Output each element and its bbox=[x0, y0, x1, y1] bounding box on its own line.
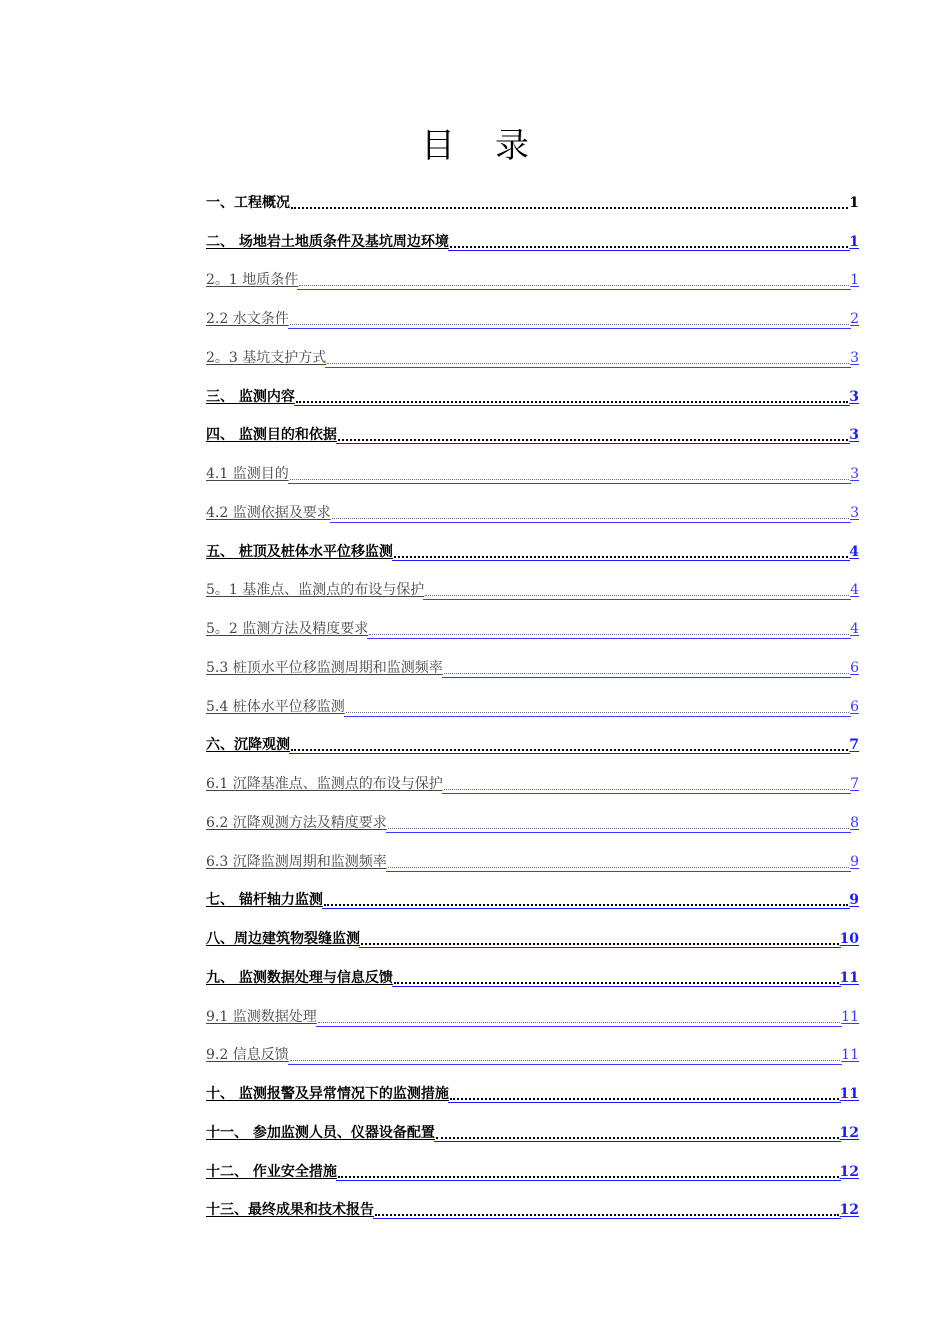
toc-entry-page-number: 1 bbox=[849, 233, 859, 250]
toc-entry-page-number: 10 bbox=[839, 931, 859, 947]
toc-entry[interactable] bbox=[206, 368, 859, 407]
toc-entry-label: 八、周边建筑物裂缝监测 bbox=[206, 931, 360, 947]
toc-dot-leader bbox=[450, 246, 848, 248]
toc-dot-leader bbox=[290, 479, 849, 480]
toc-dot-leader bbox=[394, 982, 839, 984]
toc-entry[interactable] bbox=[206, 213, 859, 252]
toc-dot-leader bbox=[388, 828, 849, 829]
toc-entry[interactable] bbox=[206, 910, 859, 949]
toc-entry[interactable] bbox=[206, 639, 859, 678]
title-char-2: 录 bbox=[495, 126, 529, 166]
toc-entry-label: 十一、 参加监测人员、仪器设备配置 bbox=[206, 1124, 435, 1141]
toc-entry-page-number: 12 bbox=[839, 1163, 859, 1180]
toc-entry-page-number: 11 bbox=[839, 969, 859, 986]
toc-dot-leader bbox=[290, 324, 849, 325]
toc-entry-label: 6.1 沉降基准点、监测点的布设与保护 bbox=[206, 776, 443, 792]
table-of-contents bbox=[206, 174, 859, 1220]
toc-entry-label: 2。1 地质条件 bbox=[206, 272, 299, 289]
toc-entry[interactable] bbox=[206, 717, 859, 756]
toc-entry-page-number: 9 bbox=[850, 853, 859, 870]
toc-entry[interactable] bbox=[206, 600, 859, 639]
toc-entry[interactable] bbox=[206, 872, 859, 911]
toc-entry-label: 一、工程概况 bbox=[206, 194, 290, 211]
toc-entry-label: 十、 监测报警及异常情况下的监测措施 bbox=[206, 1086, 449, 1102]
toc-entry[interactable] bbox=[206, 755, 859, 794]
toc-dot-leader bbox=[346, 712, 849, 713]
toc-entry-page-number: 7 bbox=[849, 737, 859, 754]
toc-dot-leader bbox=[318, 1022, 840, 1023]
toc-dot-leader bbox=[425, 595, 849, 596]
toc-entry-page-number: 3 bbox=[849, 427, 859, 444]
toc-entry-page-number: 9 bbox=[849, 892, 859, 909]
toc-entry-label: 5。1 基准点、监测点的布设与保护 bbox=[206, 582, 425, 599]
toc-entry-label: 5.3 桩顶水平位移监测周期和监测频率 bbox=[206, 659, 443, 676]
toc-entry-label: 十三、最终成果和技术报告 bbox=[206, 1202, 374, 1219]
toc-dot-leader bbox=[327, 363, 849, 364]
toc-entry-label: 6.2 沉降观测方法及精度要求 bbox=[206, 814, 387, 831]
toc-entry-label: 4.1 监测目的 bbox=[206, 466, 289, 482]
toc-dot-leader bbox=[290, 1060, 840, 1061]
toc-dot-leader bbox=[324, 904, 848, 906]
toc-entry-label: 五、 桩顶及桩体水平位移监测 bbox=[206, 543, 393, 560]
toc-entry-label: 三、 监测内容 bbox=[206, 388, 295, 405]
toc-entry[interactable] bbox=[206, 407, 859, 446]
toc-entry-page-number: 6 bbox=[850, 698, 859, 715]
toc-entry-page-number: 11 bbox=[841, 1047, 859, 1064]
toc-entry-page-number: 12 bbox=[839, 1202, 859, 1219]
toc-entry-label: 6.3 沉降监测周期和监测频率 bbox=[206, 853, 387, 870]
toc-entry[interactable] bbox=[206, 562, 859, 601]
toc-entry[interactable] bbox=[206, 1143, 859, 1182]
toc-entry-page-number: 11 bbox=[839, 1086, 859, 1102]
toc-entry-page-number: 4 bbox=[849, 543, 859, 560]
toc-entry-page-number: 7 bbox=[850, 776, 859, 792]
toc-entry-page-number: 12 bbox=[839, 1124, 859, 1141]
toc-entry[interactable] bbox=[206, 523, 859, 562]
toc-dot-leader bbox=[332, 518, 849, 519]
toc-entry[interactable] bbox=[206, 252, 859, 291]
toc-entry-label: 2.2 水文条件 bbox=[206, 311, 289, 327]
toc-entry[interactable] bbox=[206, 174, 859, 213]
toc-entry[interactable] bbox=[206, 949, 859, 988]
toc-entry-page-number: 11 bbox=[841, 1008, 859, 1025]
toc-dot-leader bbox=[450, 1098, 839, 1100]
toc-dot-leader bbox=[299, 285, 849, 286]
toc-entry-label: 四、 监测目的和依据 bbox=[206, 427, 337, 444]
toc-entry-page-number: 3 bbox=[850, 349, 859, 366]
toc-entry-page-number: 2 bbox=[850, 311, 859, 327]
toc-entry-label: 七、 锚杆轴力监测 bbox=[206, 892, 323, 909]
toc-entry-label: 六、沉降观测 bbox=[206, 737, 290, 754]
toc-dot-leader bbox=[291, 749, 848, 751]
toc-dot-leader bbox=[436, 1137, 839, 1139]
toc-entry-label: 二、 场地岩土地质条件及基坑周边环境 bbox=[206, 233, 449, 250]
page-title bbox=[0, 122, 950, 170]
toc-entry[interactable] bbox=[206, 445, 859, 484]
toc-entry-page-number: 3 bbox=[849, 388, 859, 405]
toc-entry[interactable] bbox=[206, 290, 859, 329]
toc-entry-label: 2。3 基坑支护方式 bbox=[206, 349, 327, 366]
toc-entry-page-number: 8 bbox=[850, 814, 859, 831]
toc-dot-leader bbox=[375, 1214, 839, 1216]
toc-dot-leader bbox=[338, 1176, 839, 1178]
toc-entry[interactable] bbox=[206, 988, 859, 1027]
toc-entry[interactable] bbox=[206, 1065, 859, 1104]
toc-entry[interactable] bbox=[206, 329, 859, 368]
toc-dot-leader bbox=[388, 867, 849, 868]
toc-entry[interactable] bbox=[206, 1182, 859, 1221]
toc-entry-page-number: 3 bbox=[850, 504, 859, 521]
title-char-1: 目 bbox=[421, 126, 455, 166]
toc-dot-leader bbox=[444, 673, 849, 674]
toc-dot-leader bbox=[296, 401, 848, 403]
toc-entry-page-number: 1 bbox=[850, 272, 859, 289]
toc-entry-page-number: 4 bbox=[850, 621, 859, 637]
toc-entry[interactable] bbox=[206, 833, 859, 872]
toc-entry-label: 9.2 信息反馈 bbox=[206, 1047, 289, 1064]
toc-entry-page-number: 3 bbox=[850, 466, 859, 482]
toc-dot-leader bbox=[291, 207, 848, 209]
toc-dot-leader bbox=[338, 439, 848, 441]
toc-dot-leader bbox=[444, 789, 849, 790]
toc-entry[interactable] bbox=[206, 484, 859, 523]
toc-dot-leader bbox=[361, 943, 839, 945]
toc-entry[interactable] bbox=[206, 1104, 859, 1143]
toc-entry-label: 5。2 监测方法及精度要求 bbox=[206, 621, 369, 637]
toc-entry-page-number: 4 bbox=[850, 582, 859, 599]
toc-dot-leader bbox=[369, 634, 849, 635]
toc-entry-label: 九、 监测数据处理与信息反馈 bbox=[206, 969, 393, 986]
toc-entry[interactable] bbox=[206, 1027, 859, 1066]
toc-entry-label: 十二、 作业安全措施 bbox=[206, 1163, 337, 1180]
toc-entry[interactable] bbox=[206, 794, 859, 833]
toc-entry-label: 9.1 监测数据处理 bbox=[206, 1008, 317, 1025]
toc-entry-page-number: 6 bbox=[850, 659, 859, 676]
toc-dot-leader bbox=[394, 556, 848, 558]
toc-entry-label: 4.2 监测依据及要求 bbox=[206, 504, 331, 521]
toc-entry[interactable] bbox=[206, 678, 859, 717]
toc-entry-label: 5.4 桩体水平位移监测 bbox=[206, 698, 345, 715]
toc-entry-page-number: 1 bbox=[849, 194, 859, 211]
